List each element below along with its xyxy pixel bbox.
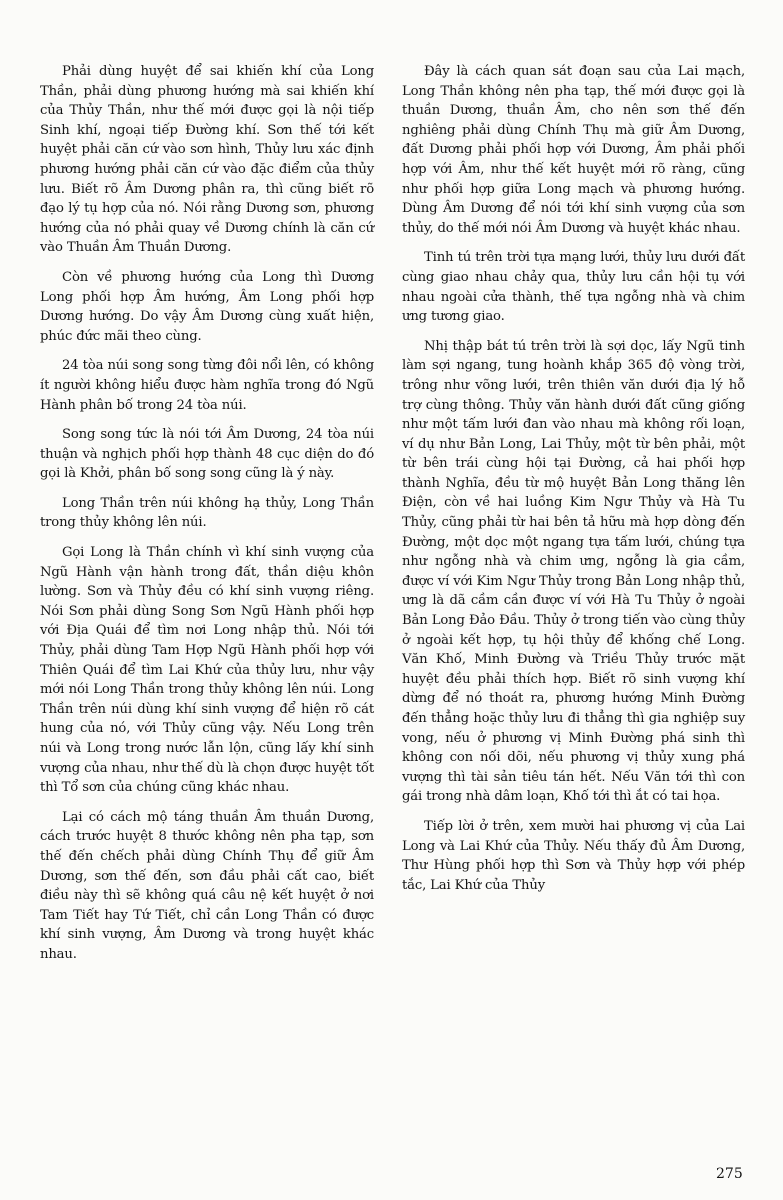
paragraph: Phải dùng huyệt để sai khiến khí của Long Thần, phải dùng phương hướng mà sai khiến khí của Thủy Thần, như thế mới được gọi là nội tiếp Sinh khí, ngoại tiếp Đường khí. Sơn thế tới kết huyệt phải căn cứ vào sơn hình, Thủy lưu xác định phương hướng phải căn cứ vào đặc điểm của thủy lưu. Biết rõ Âm Dương phân ra, thì cũng biết rõ đạo lý tụ hợp của nó. Nói rằng Dương sơn, phương hướng của nó phải quay về Dương chính là căn cứ vào Thuần Âm Thuần Dương. <box>40 64 374 256</box>
paragraph: 24 tòa núi song song từng đôi nổi lên, có không ít người không hiểu được hàm nghĩa trong đó Ngũ Hành phân bố trong 24 tòa núi. <box>40 358 374 413</box>
paragraph: Lại có cách mộ táng thuần Âm thuần Dương, cách trước huyệt 8 thước không nên pha tạp, sơn thế đến chếch phải dùng Chính Thụ để giữ Âm Dương, sơn thế đến, sơn đầu phải cất cao, biết điều này thì sẽ không quá câu nệ kết huyệt ở nơi Tam Tiết hay Tứ Tiết, chỉ cần Long Thần có được khí sinh vượng, Âm Dương và trong huyệt khác nhau. <box>40 809 374 962</box>
paragraph: Song song tức là nói tới Âm Dương, 24 tòa núi thuận và nghịch phối hợp thành 48 cục diện do đó gọi là Khởi, phân bố song song cũng là ý này. <box>40 427 374 482</box>
paragraph: Nhị thập bát tú trên trời là sợi dọc, lấy Ngũ tinh làm sợi ngang, tung hoành khắp 365 độ vòng trời, trông như võng lưới, trên thiên văn dưới địa lý hỗ trợ cùng thông. Thủy văn hành dưới đất cũng giống như một tấm lưới đan vào nhau mà không rối loạn, ví dụ như Bản Long, Lai Thủy, một từ bên phải, một từ bên trái cùng hội tại Đường, cả hai phối hợp thành Nghĩa, đều từ mộ huyệt Bản Long thăng lên Điện, còn về hai luồng Kim Ngư Thủy và Hà Tu Thủy, cũng phải từ hai bên tả hữu mà hợp dòng đến Đường, một dọc một ngang tựa tấm lưới, chúng tựa như ngỗng nhà và chim ưng, ngỗng là gia cầm, được ví với Kim Ngư Thủy trong Bản Long nhập thủ, ưng là dã cầm cần được ví với Hà Tu Thủy ở ngoài Bản Long Đảo Đầu. Thủy ở trong tiến vào cùng thủy ở ngoài kết hợp, tụ hội thủy để khống chế Long. Văn Khố, Minh Đường và Triều Thủy trước mặt huyệt đều phải thích hợp. Biết rõ sinh vượng khí dừng để nó thoát ra, phương hướng Minh Đường đến thẳng hoặc thủy lưu đi thẳng thì gia nghiệp suy vong, nếu ở phương vị Minh Đường phá sinh thì không con nối dõi, nếu phương vị thủy xung phá vượng thì tài sản tiêu tán hết. Nếu Văn tới thì con gái trong nhà dâm loạn, Khố tới thì ắt có tai họa. <box>402 338 745 805</box>
paragraph: Long Thần trên núi không hạ thủy, Long Thần trong thủy không lên núi. <box>40 495 374 531</box>
left-column <box>40 62 374 975</box>
paragraph: Tiếp lời ở trên, xem mười hai phương vị của Lai Long và Lai Khứ của Thủy. Nếu thấy đủ Âm Dương, Thư Hùng phối hợp thì Sơn và Thủy hợp với phép tắc, Lai Khứ của Thủy <box>402 818 745 893</box>
paragraph: Tinh tú trên trời tựa mạng lưới, thủy lưu dưới đất cùng giao nhau chảy qua, thủy lưu cần hội tụ với nhau ngoài cửa thành, thế tựa ngỗng nhà và chim ưng tương giao. <box>402 250 745 325</box>
right-column <box>402 62 745 905</box>
paragraph: Gọi Long là Thần chính vì khí sinh vượng của Ngũ Hành vận hành trong đất, thần diệu khôn lường. Sơn và Thủy đều có khí sinh vượng riêng. Nói Sơn phải dùng Song Sơn Ngũ Hành phối hợp với Địa Quái để tìm nơi Long nhập thủ. Nói tới Thủy, phải dùng Tam Hợp Ngũ Hành phối hợp với Thiên Quái để tìm Lai Khứ của thủy lưu, như vậy mới nói Long Thần trong thủy không lên núi. Long Thần trên núi dùng khí sinh vượng để hiện rõ cát hung của nó, với Thủy cũng vậy. Nếu Long trên núi và Long trong nước lẫn lộn, cũng lấy khí sinh vượng của nhau, như thế dù là chọn được huyệt tốt thì Tổ sơn của chúng cũng khác nhau. <box>40 545 374 796</box>
paragraph: Đây là cách quan sát đoạn sau của Lai mạch, Long Thần không nên pha tạp, thế mới được gọi là thuần Dương, thuần Âm, cho nên sơn thế đến nghiêng phải dùng Chính Thụ mà giữ Âm Dương, đất Dương phải phối hợp với Dương, Âm phải phối hợp với Âm, như thế kết huyệt mới rõ ràng, cũng như phối hợp giữa Long mạch và phương hướng. Dùng Âm Dương để nói tới khí sinh vượng của sơn thủy, do thế mới nói Âm Dương và huyệt khác nhau. <box>402 64 745 236</box>
page-number: 275 <box>716 1166 743 1182</box>
paragraph: Còn về phương hướng của Long thì Dương Long phối hợp Âm hướng, Âm Long phối hợp Dương hướng. Do vậy Âm Dương cùng xuất hiện, phúc đức mãi theo cùng. <box>40 269 374 344</box>
